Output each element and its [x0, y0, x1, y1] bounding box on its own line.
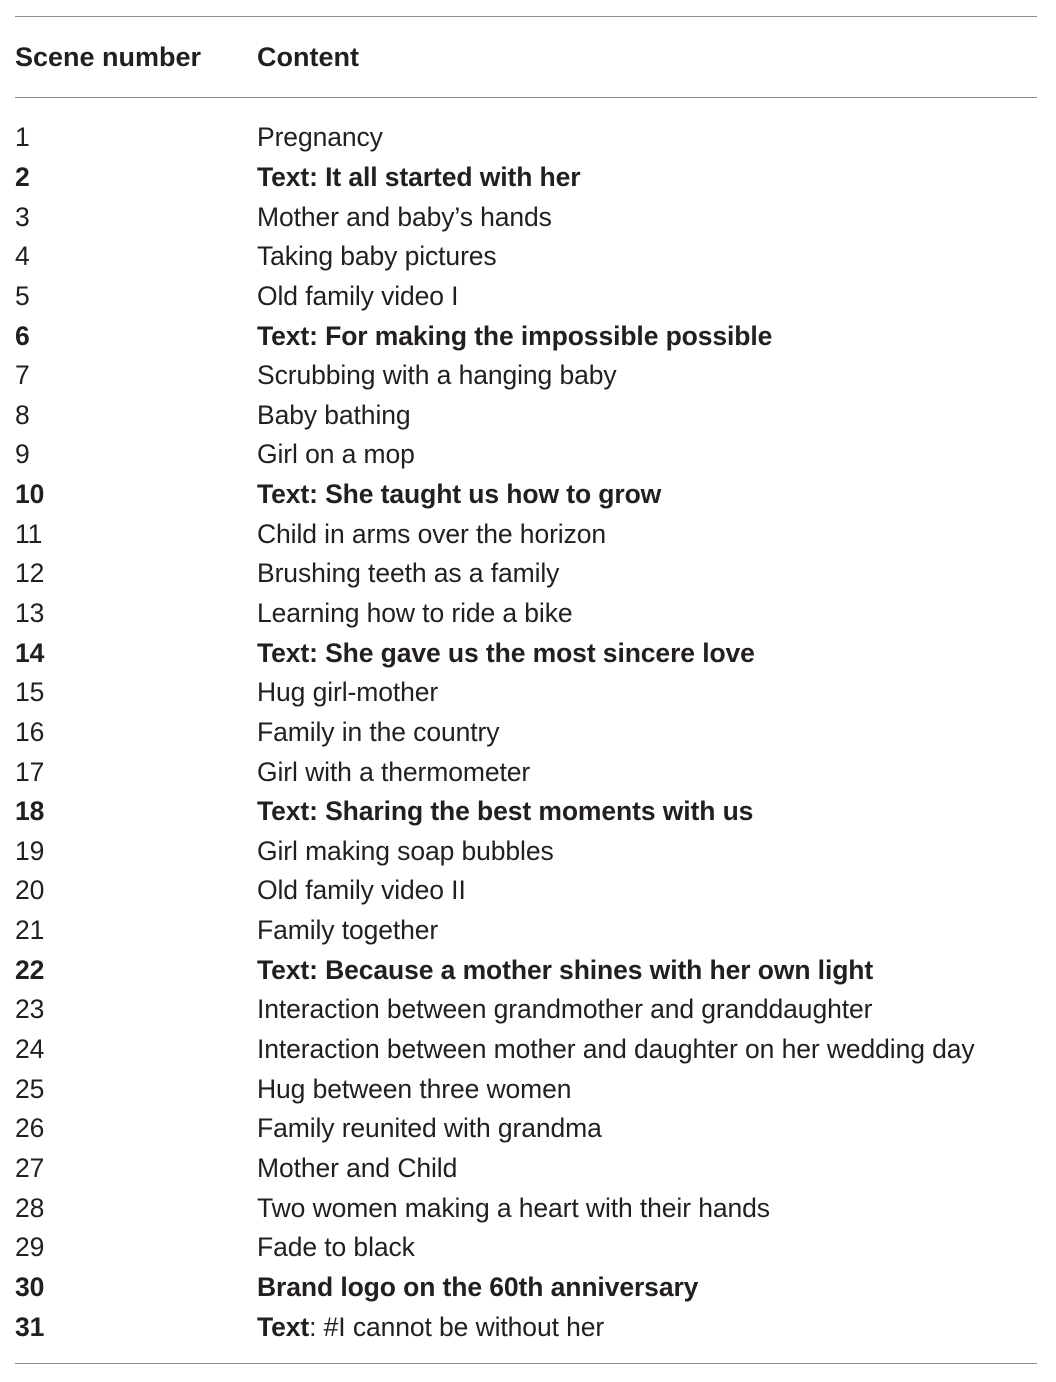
scene-number: 30: [15, 1271, 45, 1302]
table-row: [15, 871, 1037, 911]
scene-content: Old family video II: [257, 875, 466, 906]
bottom-rule: [15, 1363, 1037, 1364]
scene-content: Brand logo on the 60th anniversary: [257, 1271, 699, 1302]
table-row: [15, 911, 1037, 951]
scene-number: 26: [15, 1113, 45, 1144]
scene-number: 19: [15, 835, 45, 866]
table-row: [15, 990, 1037, 1030]
scene-number: 17: [15, 756, 45, 787]
table-row: [15, 158, 1037, 198]
table-row: [15, 1149, 1037, 1189]
scene-content: Learning how to ride a bike: [257, 598, 573, 628]
scene-content: Child in arms over the horizon: [257, 518, 607, 549]
scene-number: 10: [15, 479, 45, 510]
table-row: [15, 752, 1037, 792]
scene-number: 9: [15, 439, 30, 470]
scene-number: 25: [15, 1073, 45, 1104]
scene-number: 29: [15, 1232, 45, 1263]
table-row: [15, 395, 1037, 435]
scene-table: [15, 16, 1037, 1364]
table-row: [15, 1188, 1037, 1228]
scene-content: Scrubbing with a hanging baby: [257, 360, 617, 391]
scene-content: Family in the country: [257, 716, 500, 747]
scene-number: 28: [15, 1192, 45, 1223]
table-row: [15, 713, 1037, 753]
table-row: [15, 316, 1037, 356]
scene-number: 12: [15, 558, 45, 589]
scene-content: Text: For making the impossible possible: [257, 320, 773, 351]
scene-number: 23: [15, 994, 45, 1025]
scene-content-label: Text: [257, 1311, 310, 1342]
scene-content: Girl on a mop: [257, 439, 415, 470]
table-header: [15, 17, 1037, 97]
table-row: [15, 356, 1037, 396]
table-row: [15, 1030, 1037, 1070]
table-row: [15, 832, 1037, 872]
scene-number: 14: [15, 637, 45, 668]
table-row-last: [15, 1307, 1037, 1347]
scene-content: Baby bathing: [257, 399, 411, 430]
table-row: [15, 1109, 1037, 1149]
table-row: [15, 1228, 1037, 1268]
table-row: [15, 197, 1037, 237]
scene-content: Text: She gave us the most sincere love: [257, 637, 755, 668]
scene-number: 24: [15, 1034, 45, 1065]
scene-content: Text: She taught us how to grow: [257, 479, 662, 510]
scene-number: 27: [15, 1152, 45, 1183]
scene-content: Interaction between grandmother and granddaughter: [257, 994, 873, 1025]
scene-content: Mother and Child: [257, 1152, 458, 1183]
table-row: [15, 435, 1037, 475]
scene-number: 15: [15, 677, 45, 708]
scene-number: 4: [15, 241, 30, 272]
scene-number: 31: [15, 1311, 45, 1342]
table-row: [15, 792, 1037, 832]
scene-number: 20: [15, 875, 45, 906]
table-row: [15, 475, 1037, 515]
table-row: [15, 673, 1037, 713]
scene-number: 22: [15, 954, 45, 985]
scene-content: Hug between three women: [257, 1073, 572, 1104]
scene-content: Taking baby pictures: [257, 241, 497, 272]
scene-content: Fade to black: [257, 1232, 415, 1263]
scene-number: 6: [15, 320, 30, 351]
scene-content: Text: It all started with her: [257, 161, 581, 192]
scene-number: 18: [15, 796, 45, 827]
scene-number: 3: [15, 201, 30, 232]
table-row: [15, 1069, 1037, 1109]
scene-content: Interaction between mother and daughter on her wedding day: [257, 1034, 975, 1065]
table-row: [15, 950, 1037, 990]
table-row: [15, 594, 1037, 634]
scene-number: 11: [15, 518, 43, 549]
scene-number: 13: [15, 598, 45, 628]
scene-number: 8: [15, 399, 30, 430]
scene-content: Text: Sharing the best moments with us: [257, 796, 754, 827]
scene-content: Two women making a heart with their hands: [257, 1192, 770, 1223]
scene-content-text: : #I cannot be without her: [309, 1311, 605, 1342]
scene-number: 1: [15, 122, 30, 153]
scene-content: [257, 1312, 1037, 1343]
header-content: Content: [257, 41, 359, 72]
scene-content: Hug girl-mother: [257, 677, 439, 708]
scene-number: 2: [15, 161, 30, 192]
scene-number: 5: [15, 280, 30, 311]
table-row: [15, 633, 1037, 673]
scene-content: Old family video I: [257, 280, 459, 311]
scene-content: Family reunited with grandma: [257, 1113, 602, 1144]
table-row: [15, 277, 1037, 317]
scene-content: Pregnancy: [257, 122, 383, 153]
header-scene-number: Scene number: [15, 41, 202, 72]
table-row: [15, 118, 1037, 158]
scene-content: Girl making soap bubbles: [257, 835, 554, 866]
table-row: [15, 1268, 1037, 1308]
table-row: [15, 514, 1037, 554]
table-row: [15, 554, 1037, 594]
scene-content: Brushing teeth as a family: [257, 558, 560, 589]
scene-content: Mother and baby’s hands: [257, 201, 552, 232]
scene-number: 7: [15, 360, 30, 391]
scene-content: Text: Because a mother shines with her own light: [257, 954, 874, 985]
scene-number: 16: [15, 716, 45, 747]
scene-number: 21: [15, 915, 45, 946]
scene-content: Family together: [257, 915, 439, 946]
table-row: [15, 237, 1037, 277]
table-body: [15, 98, 1037, 1363]
scene-content: Girl with a thermometer: [257, 756, 531, 787]
